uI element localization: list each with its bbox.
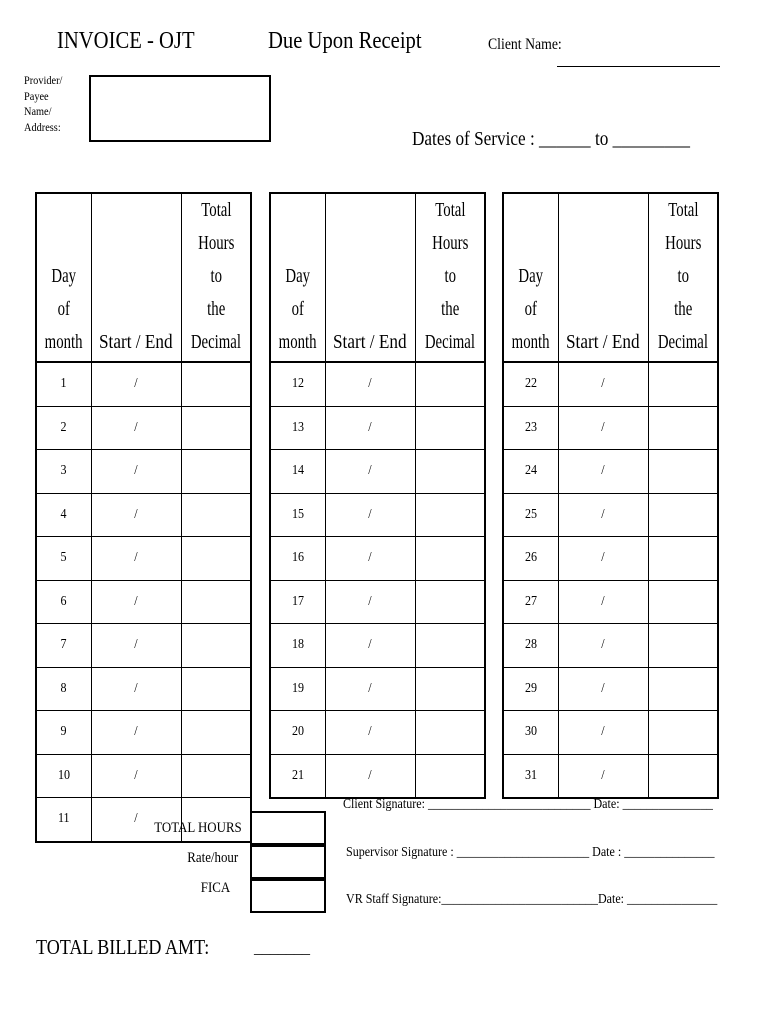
table-row <box>503 667 718 711</box>
start-end-cell[interactable]: / <box>558 624 648 668</box>
day-cell: 25 <box>503 493 558 537</box>
day-cell: 9 <box>36 711 91 755</box>
day-cell: 13 <box>270 406 325 450</box>
days-table-1 <box>35 192 252 843</box>
day-cell: 29 <box>503 667 558 711</box>
total-hours-cell[interactable] <box>181 711 251 755</box>
start-end-cell[interactable]: / <box>558 537 648 581</box>
start-end-cell[interactable]: / <box>558 711 648 755</box>
start-end-cell[interactable]: / <box>325 406 415 450</box>
day-cell: 19 <box>270 667 325 711</box>
day-cell: 12 <box>270 362 325 406</box>
start-end-cell[interactable]: / <box>325 580 415 624</box>
total-hours-cell[interactable] <box>648 362 718 406</box>
start-end-cell[interactable]: / <box>325 667 415 711</box>
total-hours-cell[interactable] <box>648 754 718 798</box>
table-row <box>36 711 251 755</box>
table-row <box>270 493 485 537</box>
total-hours-cell[interactable] <box>415 537 485 581</box>
table-row <box>36 450 251 494</box>
start-end-cell[interactable]: / <box>558 450 648 494</box>
table-row <box>36 537 251 581</box>
table-row <box>503 580 718 624</box>
total-hours-cell[interactable] <box>648 450 718 494</box>
start-end-cell[interactable]: / <box>91 450 181 494</box>
total-hours-cell[interactable] <box>415 493 485 537</box>
start-end-cell[interactable]: / <box>558 362 648 406</box>
table-row <box>503 537 718 581</box>
day-cell: 14 <box>270 450 325 494</box>
header-day: Day of month <box>270 193 325 362</box>
client-name-field[interactable] <box>557 66 720 67</box>
start-end-cell[interactable]: / <box>91 362 181 406</box>
total-billed-field[interactable]: _______ <box>254 940 310 957</box>
terms-label: Due Upon Receipt <box>268 28 422 54</box>
dates-of-service: Dates of Service : ______ to _________ <box>412 128 691 150</box>
day-cell: 20 <box>270 711 325 755</box>
rate-label: Rate/hour <box>187 850 238 866</box>
start-end-cell[interactable]: / <box>325 450 415 494</box>
day-cell: 16 <box>270 537 325 581</box>
header-total-hours: Total Hours to the Decimal <box>415 193 485 362</box>
total-hours-cell[interactable] <box>415 624 485 668</box>
day-cell: 27 <box>503 580 558 624</box>
day-cell: 18 <box>270 624 325 668</box>
start-end-cell[interactable]: / <box>558 406 648 450</box>
total-hours-cell[interactable] <box>648 667 718 711</box>
day-cell: 17 <box>270 580 325 624</box>
total-hours-cell[interactable] <box>648 624 718 668</box>
day-cell: 31 <box>503 754 558 798</box>
table-row <box>36 667 251 711</box>
start-end-cell[interactable]: / <box>558 667 648 711</box>
start-end-cell[interactable]: / <box>558 580 648 624</box>
table-row <box>270 406 485 450</box>
day-cell: 24 <box>503 450 558 494</box>
day-cell: 2 <box>36 406 91 450</box>
table-row <box>36 624 251 668</box>
total-hours-cell[interactable] <box>181 450 251 494</box>
day-cell: 3 <box>36 450 91 494</box>
header-total-hours: Total Hours to the Decimal <box>648 193 718 362</box>
table-row <box>503 624 718 668</box>
day-cell: 23 <box>503 406 558 450</box>
day-cell: 4 <box>36 493 91 537</box>
total-hours-cell[interactable] <box>648 406 718 450</box>
total-hours-cell[interactable] <box>181 406 251 450</box>
start-end-cell[interactable]: / <box>91 798 181 842</box>
header-day: Day of month <box>503 193 558 362</box>
day-cell: 5 <box>36 537 91 581</box>
days-table-2 <box>269 192 486 799</box>
header-start-end: Start / End <box>558 193 648 362</box>
table-row <box>270 711 485 755</box>
table-row <box>503 450 718 494</box>
total-billed-label: TOTAL BILLED AMT: <box>36 935 210 959</box>
total-hours-field[interactable] <box>250 811 326 845</box>
day-cell: 30 <box>503 711 558 755</box>
table-row <box>36 580 251 624</box>
fica-field[interactable] <box>250 879 326 913</box>
total-hours-cell[interactable] <box>648 580 718 624</box>
total-hours-cell[interactable] <box>648 493 718 537</box>
total-hours-cell[interactable] <box>181 537 251 581</box>
start-end-cell[interactable]: / <box>325 754 415 798</box>
fica-label: FICA <box>200 880 230 896</box>
header-start-end: Start / End <box>325 193 415 362</box>
start-end-cell[interactable]: / <box>91 580 181 624</box>
total-hours-cell[interactable] <box>181 362 251 406</box>
start-end-cell[interactable]: / <box>91 711 181 755</box>
day-cell: 1 <box>36 362 91 406</box>
table-row <box>36 362 251 406</box>
start-end-cell[interactable]: / <box>325 537 415 581</box>
table-row <box>503 493 718 537</box>
client-signature-line[interactable]: Client Signature: ___________________________ Date: _______________ <box>343 797 713 812</box>
total-hours-cell[interactable] <box>415 754 485 798</box>
start-end-cell[interactable]: / <box>558 754 648 798</box>
total-hours-cell[interactable] <box>648 537 718 581</box>
start-end-cell[interactable]: / <box>91 624 181 668</box>
table-row <box>36 406 251 450</box>
day-cell: 28 <box>503 624 558 668</box>
day-cell: 22 <box>503 362 558 406</box>
day-cell: 26 <box>503 537 558 581</box>
total-hours-cell[interactable] <box>181 624 251 668</box>
total-hours-cell[interactable] <box>181 493 251 537</box>
day-cell: 6 <box>36 580 91 624</box>
client-name-label: Client Name: <box>488 36 562 53</box>
total-hours-cell[interactable] <box>415 711 485 755</box>
total-hours-cell[interactable] <box>181 754 251 798</box>
table-row <box>503 362 718 406</box>
table-row <box>270 624 485 668</box>
total-hours-label: TOTAL HOURS <box>154 820 242 836</box>
start-end-cell[interactable]: / <box>325 624 415 668</box>
total-hours-cell[interactable] <box>181 580 251 624</box>
start-end-cell[interactable]: / <box>91 754 181 798</box>
start-end-cell[interactable]: / <box>325 711 415 755</box>
start-end-cell[interactable]: / <box>91 406 181 450</box>
start-end-cell[interactable]: / <box>91 493 181 537</box>
start-end-cell[interactable]: / <box>325 493 415 537</box>
invoice-title: INVOICE - OJT <box>57 28 195 54</box>
total-hours-cell[interactable] <box>415 667 485 711</box>
vr-staff-signature-line[interactable]: VR Staff Signature:__________________________Date: _______________ <box>346 892 718 907</box>
table-row <box>503 711 718 755</box>
header-total-hours: Total Hours to the Decimal <box>181 193 251 362</box>
header-start-end: Start / End <box>91 193 181 362</box>
day-cell: 10 <box>36 754 91 798</box>
total-hours-cell[interactable] <box>415 450 485 494</box>
day-cell: 8 <box>36 667 91 711</box>
start-end-cell[interactable]: / <box>91 537 181 581</box>
table-row <box>270 362 485 406</box>
days-table-3 <box>502 192 719 799</box>
total-hours-cell[interactable] <box>415 580 485 624</box>
table-row <box>503 406 718 450</box>
total-hours-cell[interactable] <box>415 406 485 450</box>
total-hours-cell[interactable] <box>648 711 718 755</box>
table-row <box>270 537 485 581</box>
day-cell: 21 <box>270 754 325 798</box>
start-end-cell[interactable]: / <box>325 362 415 406</box>
table-row <box>270 754 485 798</box>
provider-label: Provider/ Payee Name/ Address: <box>24 73 63 134</box>
start-end-cell[interactable]: / <box>91 667 181 711</box>
header-day: Day of month <box>36 193 91 362</box>
table-row <box>36 493 251 537</box>
table-row <box>270 667 485 711</box>
total-hours-cell[interactable] <box>181 667 251 711</box>
rate-field[interactable] <box>250 845 326 879</box>
start-end-cell[interactable]: / <box>558 493 648 537</box>
table-row <box>270 450 485 494</box>
total-hours-cell[interactable] <box>415 362 485 406</box>
day-cell: 15 <box>270 493 325 537</box>
table-row <box>36 754 251 798</box>
table-row <box>503 754 718 798</box>
day-cell: 7 <box>36 624 91 668</box>
table-row <box>270 580 485 624</box>
day-cell: 11 <box>36 798 91 842</box>
supervisor-signature-line[interactable]: Supervisor Signature : ______________________ Date : _______________ <box>346 845 715 860</box>
provider-address-box[interactable] <box>89 75 271 142</box>
